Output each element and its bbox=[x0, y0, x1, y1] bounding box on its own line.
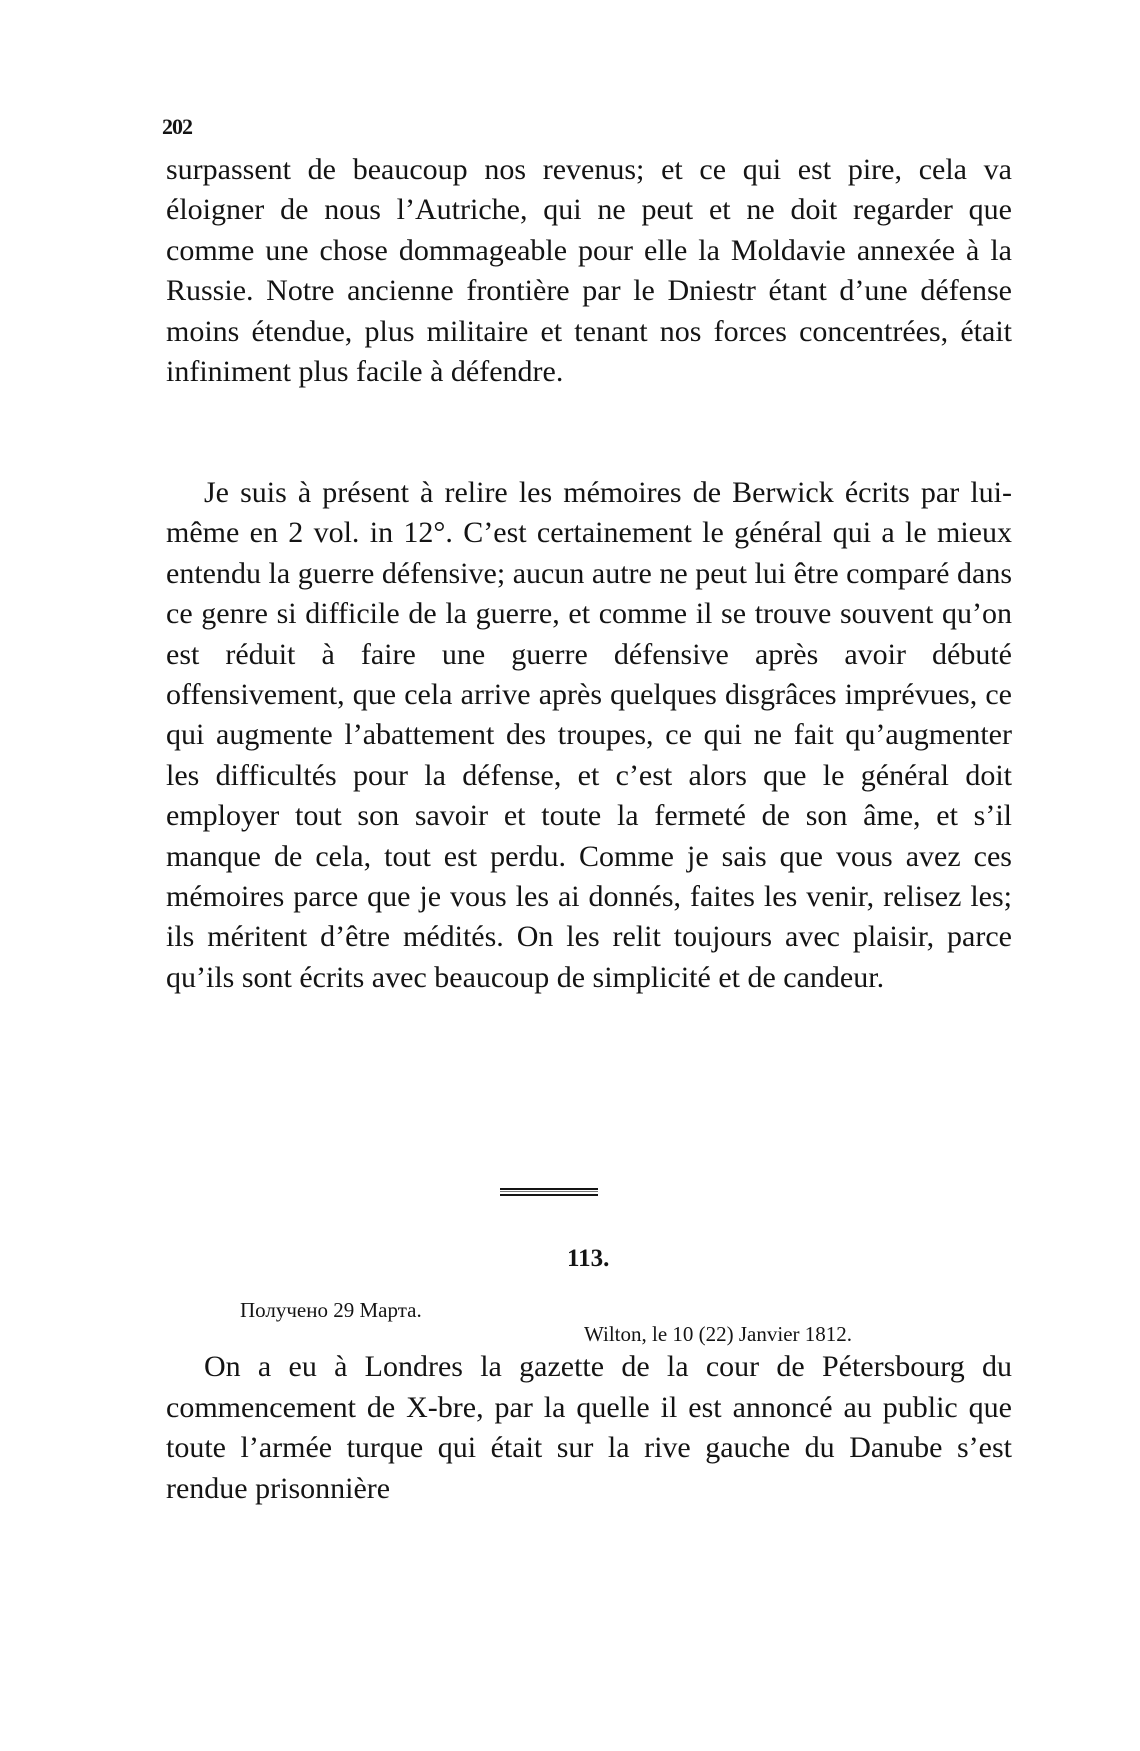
section-separator bbox=[500, 1188, 598, 1196]
page-number: 202 bbox=[162, 114, 192, 139]
paragraph-berwick: Je suis à présent à relire les mémoires de Berwick écrits par lui-même en 2 vol. in 12°. C’est certainement le général qui a le mieux entendu la guerre défensive; aucun autre ne peut lui être comparé dans ce genre si difficile de la guerre, et comme il se trouve souvent qu’on est réduit à faire une guerre défensive après avoir débuté offensivement, que cela arrive après quelques disgrâces imprévues, ce qui augmente l’abattement des troupes, ce qui ne fait qu’augmenter les difficultés pour la défense, et c’est alors que le général doit employer tout son savoir et toute la fermeté de son âme, et s’il manque de cela, tout est perdu. Comme je sais que vous avez ces mémoires parce que je vous les ai donnés, faites les venir, relisez les; ils méritent d’être médités. On les relit toujours avec plaisir, parce qu’ils sont écrits avec beaucoup de simplicité et de candeur. bbox=[166, 476, 1012, 994]
letter-dateline: Wilton, le 10 (22) Janvier 1812. bbox=[584, 1322, 853, 1346]
paragraph-continuation: surpassent de beaucoup nos revenus; et ce qui est pire, cela va éloigner de nous l’Autriche, qui ne peut et ne doit regarder que comme une chose dommageable pour elle la Moldavie annexée à la Russie. Notre ancienne frontière par le Dniestr étant d’une défense moins étendue, plus militaire et tenant nos forces concentrées, était infiniment plus facile à défendre. bbox=[166, 153, 1012, 389]
letter-number: 113. bbox=[567, 1245, 610, 1272]
received-note: Получено 29 Марта. bbox=[240, 1298, 422, 1322]
letter-opening-paragraph: On a eu à Londres la gazette de la cour de Pétersbourg du commencement de X-bre, par la quelle il est annoncé au public que toute l’armée turque qui était sur la rive gauche du Danube s’est rendue prisonnière bbox=[166, 1350, 1012, 1505]
